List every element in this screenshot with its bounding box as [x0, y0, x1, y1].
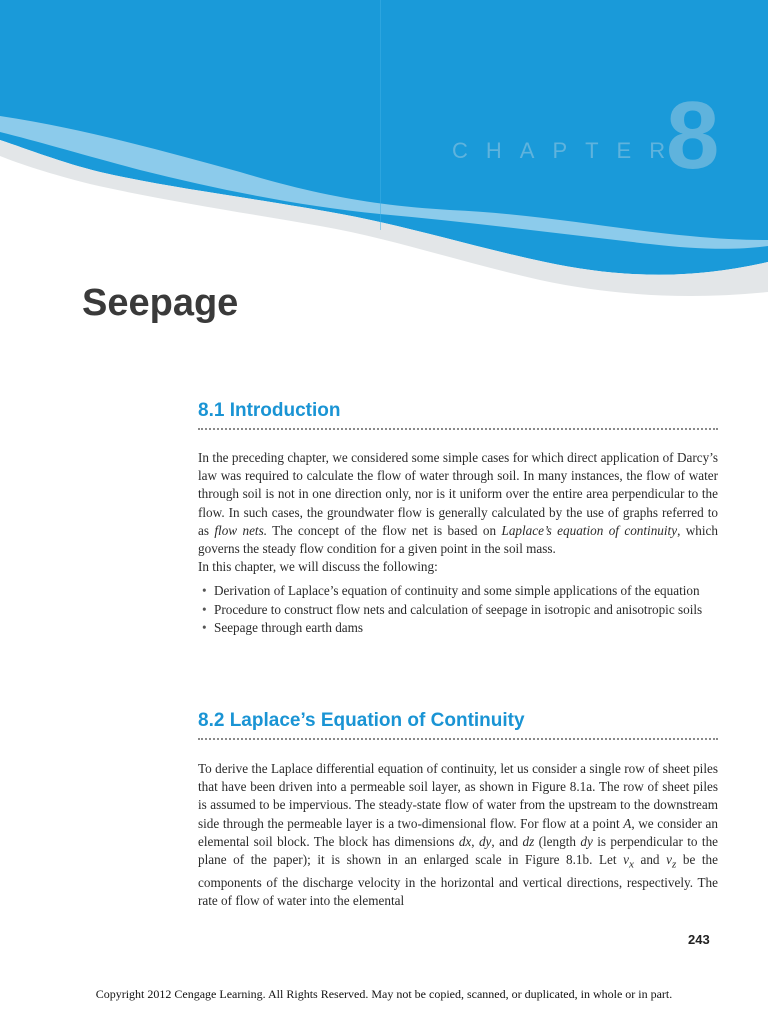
italic-text: dy	[580, 833, 593, 849]
section-heading: 8.1 Introduction	[198, 400, 718, 430]
chapter-number: 8	[666, 82, 720, 189]
bullet-icon: •	[202, 619, 207, 635]
italic-text: dy	[478, 833, 492, 849]
italic-text: Laplace’s equation of continuity	[501, 522, 678, 538]
list-item-text: Derivation of Laplace’s equation of continuity and some simple applications of the equation	[214, 583, 700, 599]
list-item	[198, 619, 718, 637]
text-run: , we consider an elemental soil block. The block has dimensions	[198, 815, 718, 849]
bullet-icon: •	[202, 583, 207, 599]
text-run: (length	[534, 833, 581, 849]
text-run: is perpendicular to the plane of the paper); it is shown in an enlarged scale in Figure 8.1b. Let	[198, 833, 719, 868]
chapter-label: CHAPTER	[452, 138, 684, 163]
subscript-text: x	[629, 858, 634, 871]
page-number: 243	[688, 932, 710, 947]
copyright-footer: Copyright 2012 Cengage Learning. All Rights Reserved. May not be copied, scanned, or duplicated, in whole or in part.	[95, 987, 673, 1001]
list-item-text: Seepage through earth dams	[214, 619, 364, 635]
italic-text: A	[623, 815, 632, 831]
text-run: be the components of the discharge velocity in the horizontal and vertical directions, respectively. The rate of flow of water into the elemental	[198, 852, 718, 909]
text-run: ,	[471, 833, 479, 849]
banner-fold-line	[380, 0, 381, 230]
section-heading: 8.2 Laplace’s Equation of Continuity	[198, 710, 718, 740]
topic-list	[198, 582, 718, 637]
list-item	[198, 601, 718, 619]
subscript-text: z	[671, 858, 677, 871]
italic-text: dz	[522, 833, 535, 849]
italic-text: v	[623, 852, 630, 868]
text-run: To derive the Laplace differential equation of continuity, let us consider a single row of sheet piles that have been driven into a permeable soil layer, as shown in Figure 8.1a. The row of sheet piles is assumed to be impervious. The steady-state flow of water from the upstream to the downstream side through the permeable layer is a two-dimensional flow. For flow at a point	[198, 761, 718, 831]
section-paragraph: In this chapter, we will discuss the following:	[198, 559, 438, 575]
section-paragraph	[198, 449, 718, 558]
section-paragraph	[198, 760, 718, 910]
chapter-title: Seepage	[82, 282, 239, 324]
italic-text: flow nets.	[214, 522, 268, 538]
list-item-text: Procedure to construct flow nets and calculation of seepage in isotropic and anisotropic soils	[214, 601, 703, 617]
section-introduction	[198, 400, 718, 637]
list-item	[198, 582, 718, 600]
section-laplace	[198, 710, 718, 910]
text-run: , which governs the steady flow condition for a given point in the soil mass.	[198, 522, 718, 557]
italic-text: v	[666, 852, 672, 868]
bullet-icon: •	[202, 601, 207, 617]
text-run: In the preceding chapter, we considered some simple cases for which direct application of Darcy’s law was required to calculate the flow of water through soil. In many instances, the flow of water through soil is not in one direction only, nor is it uniform over the entire area perpendicular to the flow. In such cases, the groundwater flow is generally calculated by the use of graphs referred to as	[198, 450, 718, 538]
text-run: , and	[491, 833, 523, 849]
text-run: The concept of the flow net is based on	[267, 522, 502, 538]
italic-text: dx	[458, 833, 472, 849]
text-run: and	[633, 852, 667, 868]
